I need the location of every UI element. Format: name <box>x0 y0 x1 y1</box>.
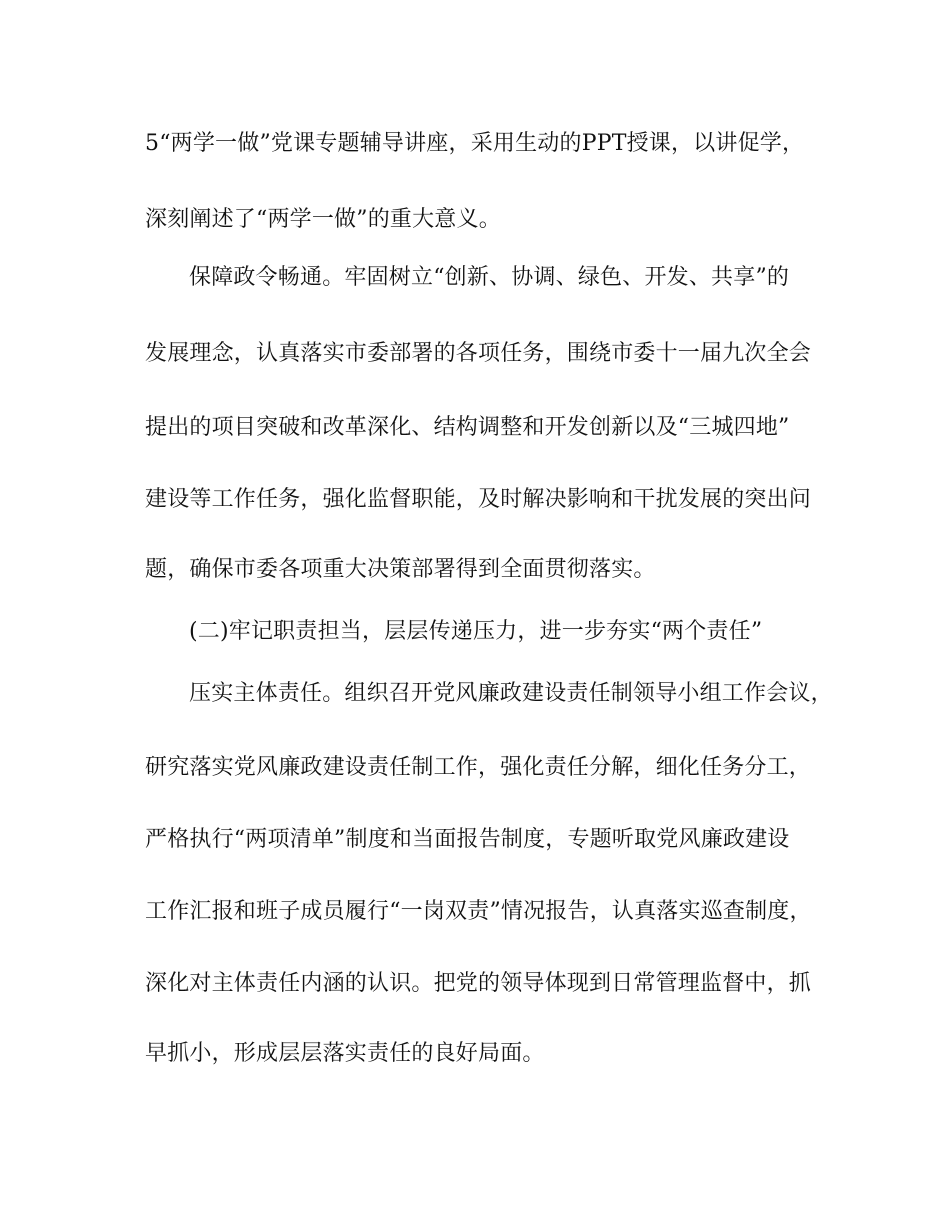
text-line: 5“两学一做”党课专题辅导讲座，采用生动的PPT授课，以讲促学， <box>145 131 805 156</box>
text-line: 严格执行“两项清单”制度和当面报告制度，专题听取党风廉政建设 <box>145 827 790 852</box>
text-line: 研究落实党风廉政建设责任制工作，强化责任分解，细化任务分工， <box>145 755 812 780</box>
text-line: 提出的项目突破和改革深化、结构调整和开发创新以及“三城四地” <box>145 415 790 440</box>
paragraph-start-line: 保障政令畅通。牢固树立“创新、协调、绿色、开发、共享”的 <box>189 265 790 290</box>
text-line: 深刻阐述了“两学一做”的重大意义。 <box>145 207 501 232</box>
text-line: 深化对主体责任内涵的认识。把党的领导体现到日常管理监督中，抓 <box>145 971 812 996</box>
section-heading: (二)牢记职责担当，层层传递压力，进一步夯实“两个责任” <box>189 619 763 644</box>
text-line: 发展理念，认真落实市委部署的各项任务，围绕市委十一届九次全会 <box>145 341 812 366</box>
text-line: 建设等工作任务，强化监督职能，及时解决影响和干扰发展的突出问 <box>145 487 812 512</box>
text-line: 早抓小，形成层层落实责任的良好局面。 <box>145 1041 545 1066</box>
text-line: 题，确保市委各项重大决策部署得到全面贯彻落实。 <box>145 557 656 582</box>
text-line: 工作汇报和班子成员履行“一岗双责”情况报告，认真落实巡查制度， <box>145 899 812 924</box>
paragraph-start-line: 压实主体责任。组织召开党风廉政建设责任制领导小组工作会议， <box>189 681 833 706</box>
